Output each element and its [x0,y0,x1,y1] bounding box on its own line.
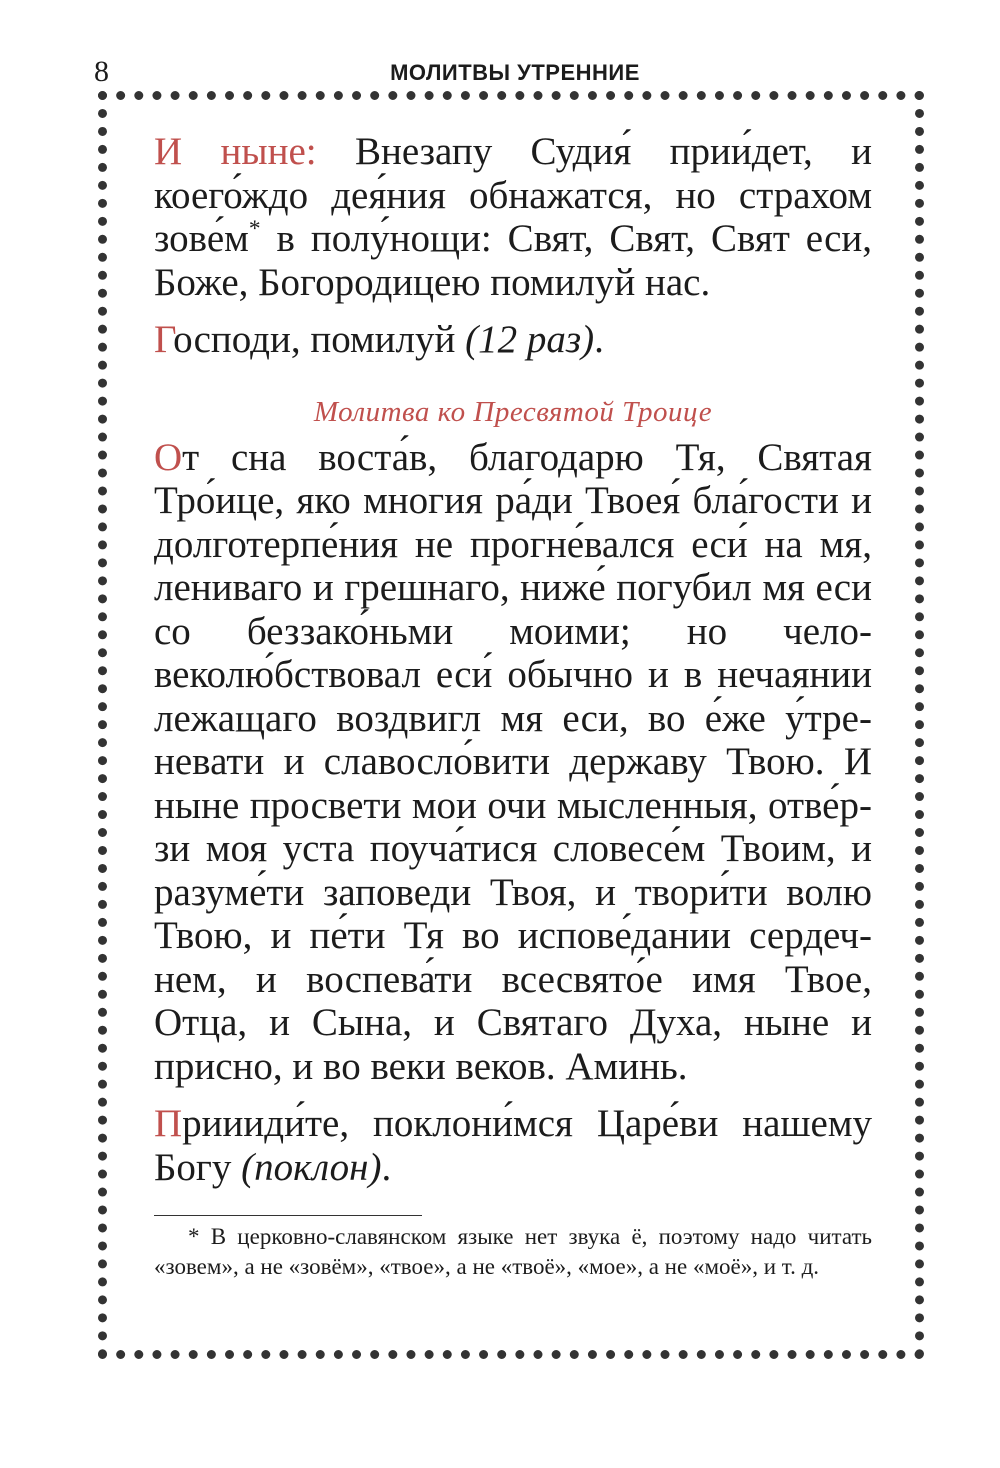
prayer-text [154,436,872,1089]
verse-text: риииди́те, поклони́мся Царе́ви нашему Богу [154,1102,872,1189]
verse-text-tail: . [594,318,604,361]
footnote-divider [154,1215,422,1216]
page-body [154,130,872,1282]
rubric-initial: И ныне: [154,130,317,173]
verse-and-now [154,130,872,304]
rubric-remark: (12 раз) [465,318,595,361]
drop-initial: О [154,435,183,479]
prayer-body: т сна воста́в, благодарю Тя, Святая Тро́ице, яко многия ра́ди Твоея́ бла́гости и долготерпе́ния не прогне́вался еси́ на мя, лениваго и грешнаго, ниже́ погубил мя еси со беззако́ньми моими; но человеколю́бствовал еси́ обычно и в нечаянии лежащаго воздвигл мя еси, во е́же у́треневати и славосло́вити державу Твою. И ныне просвети мои очи мысленныя, отве́рзи моя уста поуча́тися словесе́м Твоим, и разуме́ти заповеди Твоя, и твори́ти волю Твою, и пе́ти Тя во испове́дании сердечнем, и воспева́ти всесвято́е имя Твое, Отца, и Сына, и Святаго Духа, ныне и присно, и во веки веков. Аминь. [154,435,872,1088]
drop-initial: П [154,1102,183,1145]
come-let-us-worship [154,1102,872,1189]
lord-have-mercy [154,318,872,362]
verse-text-tail: . [381,1145,392,1189]
rubric-remark: (поклон) [241,1145,382,1189]
footnote-marker: * [188,1224,200,1249]
footnote [154,1222,872,1282]
drop-initial: Г [154,318,174,361]
page-number: 8 [94,55,109,88]
verse-text: осподи, помилуй [173,318,466,361]
prayer-heading: Молитва ко Пресвятой Троице [313,395,713,428]
running-title: МОЛИТВЫ УТРЕННИЕ [390,60,640,85]
footnote-marker: * [248,215,261,242]
verse-text-tail: в полу́нощи: Свят, Свят, Свят еси, Боже, Богородицею помилуй нас. [154,217,872,304]
footnote-text: В церковно-славянском языке нет звука ё, поэтому надо читать «зовем», а не «зовём», «твое», а не «твоё», «мое», а не «моё», и т. д. [154,1224,872,1279]
verse-text: Внезапу Судия́ прии́дет, и коего́ждо дея́ния обнажатся, но страхом зове́м [154,130,872,260]
